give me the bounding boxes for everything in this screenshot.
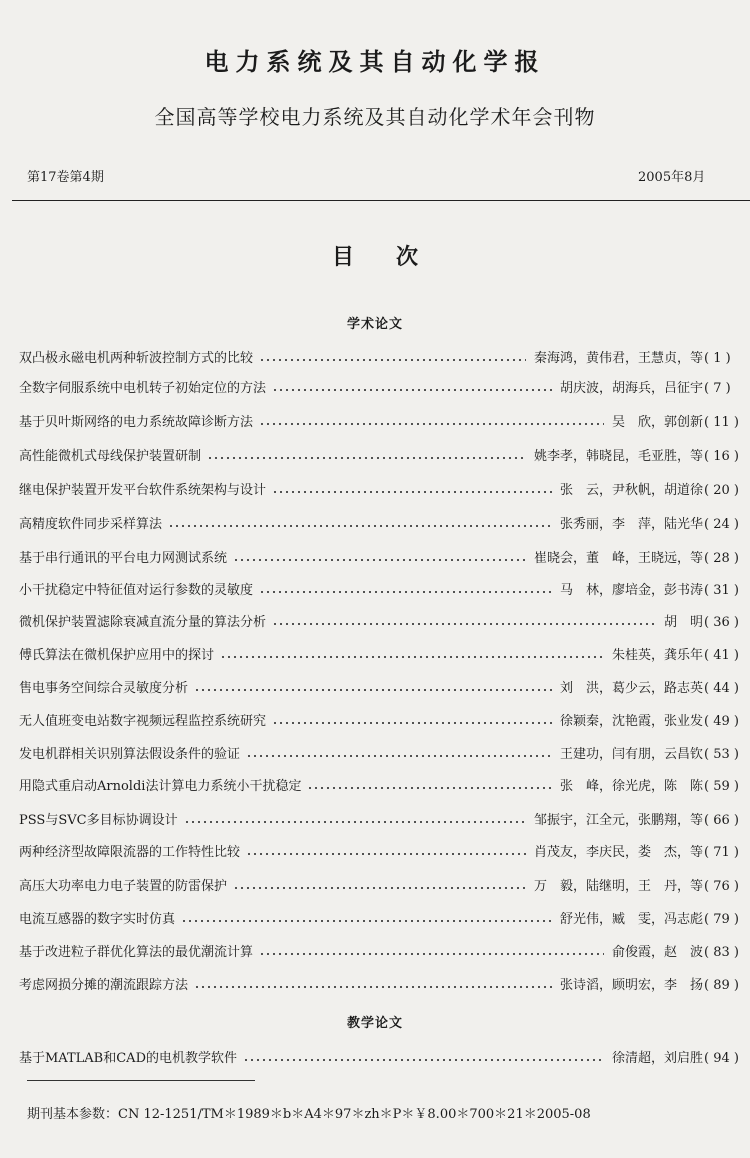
dot-leader [259, 422, 604, 426]
toc-entry [19, 578, 750, 598]
article-page: ( 49 ) [704, 714, 739, 729]
article-title: 小干扰稳定中特征值对运行参数的灵敏度 [19, 583, 254, 598]
article-title: 微机保护装置滤除衰减直流分量的算法分析 [19, 615, 267, 630]
article-page: ( 71 ) [704, 845, 739, 860]
article-authors: 胡 明 [663, 615, 703, 630]
dot-leader [233, 886, 526, 890]
article-page: ( 83 ) [704, 945, 739, 960]
article-authors: 张 云，尹秋帆，胡道徐 [559, 483, 703, 498]
dot-leader [207, 456, 526, 460]
toc-entry [19, 444, 750, 464]
article-page: ( 16 ) [704, 449, 739, 464]
article-authors: 俞俊霞，赵 波 [611, 945, 703, 960]
article-authors: 姚李孝，韩晓昆，毛亚胜，等 [533, 449, 703, 464]
article-authors: 邹振宇，江全元，张鹏翔，等 [533, 813, 703, 828]
article-title: 基于串行通讯的平台电力网测试系统 [19, 551, 228, 566]
toc-entry [19, 709, 750, 729]
article-title: 全数字伺服系统中电机转子初始定位的方法 [19, 381, 267, 396]
article-authors: 肖茂友，李庆民，娄 杰，等 [533, 845, 703, 860]
article-page: ( 44 ) [704, 681, 739, 696]
article-authors: 舒光伟，臧 雯，冯志彪 [559, 912, 703, 927]
article-authors: 王建功，闫有朋，云昌钦 [559, 747, 703, 762]
toc-entry [19, 742, 750, 762]
toc-entry [19, 874, 750, 894]
article-authors: 张秀丽，李 萍，陆光华 [559, 517, 703, 532]
dot-leader [259, 590, 552, 594]
journal-title: 电力系统及其自动化学报 [204, 48, 546, 76]
article-authors: 万 毅，陆继明，王 丹，等 [533, 879, 703, 894]
dot-leader [272, 490, 552, 494]
toc-entry [19, 973, 750, 993]
article-authors: 徐颖秦，沈艳霞，张业发 [559, 714, 703, 729]
section-heading: 教学论文 [346, 1016, 403, 1031]
dot-leader [246, 852, 526, 856]
article-title: 高性能微机式母线保护装置研制 [19, 449, 202, 464]
article-page: ( 76 ) [704, 879, 739, 894]
article-title: 继电保护装置开发平台软件系统架构与设计 [19, 483, 267, 498]
article-title: PSS与SVC多目标协调设计 [19, 813, 178, 828]
toc-title: 目次 [331, 244, 460, 270]
dot-leader [233, 558, 526, 562]
dot-leader [259, 358, 526, 362]
journal-parameters: 期刊基本参数：CN 12-1251/TM＊1989＊b＊A4＊97＊zh＊P＊￥8.00＊700＊21＊2005-08 [27, 1107, 591, 1122]
article-authors: 秦海鸿，黄伟君，王慧贞，等 [533, 351, 703, 366]
toc-entry [19, 907, 750, 927]
issue-date: 2005年8月 [638, 170, 706, 185]
article-page: ( 11 ) [704, 415, 739, 430]
dot-leader [184, 820, 526, 824]
article-page: ( 66 ) [704, 813, 739, 828]
toc-entry [19, 676, 750, 696]
footnote-rule [27, 1080, 255, 1081]
article-title: 用隐式重启动Arnoldi法计算电力系统小干扰稳定 [19, 779, 302, 794]
toc-entry [19, 610, 750, 630]
article-authors: 胡庆波，胡海兵，吕征宇 [559, 381, 703, 396]
article-title: 高精度软件同步采样算法 [19, 517, 163, 532]
article-page: ( 31 ) [704, 583, 739, 598]
toc-entry [19, 774, 750, 794]
article-page: ( 36 ) [704, 615, 739, 630]
article-page: ( 24 ) [704, 517, 739, 532]
article-title: 发电机群相关识别算法假设条件的验证 [19, 747, 241, 762]
toc-entry [19, 512, 750, 532]
dot-leader [220, 655, 604, 659]
article-page: ( 53 ) [704, 747, 739, 762]
article-page: ( 7 ) [704, 381, 731, 396]
dot-leader [194, 985, 552, 989]
article-page: ( 59 ) [704, 779, 739, 794]
article-title: 基于改进粒子群优化算法的最优潮流计算 [19, 945, 254, 960]
toc-entry [19, 808, 750, 828]
article-title: 基于贝叶斯网络的电力系统故障诊断方法 [19, 415, 254, 430]
article-page: ( 94 ) [704, 1051, 739, 1066]
article-authors: 刘 洪，葛少云，路志英 [559, 681, 703, 696]
header-rule [12, 200, 750, 201]
article-page: ( 89 ) [704, 978, 739, 993]
toc-entry [19, 940, 750, 960]
article-authors: 张诗滔，顾明宏，李 扬 [559, 978, 703, 993]
dot-leader [243, 1058, 604, 1062]
article-authors: 朱桂英，龚乐年 [611, 648, 703, 663]
journal-subtitle: 全国高等学校电力系统及其自动化学术年会刊物 [154, 105, 596, 129]
toc-entry [19, 478, 750, 498]
toc-entry [19, 376, 750, 396]
article-page: ( 20 ) [704, 483, 739, 498]
dot-leader [194, 688, 552, 692]
article-authors: 徐清超，刘启胜 [611, 1051, 703, 1066]
dot-leader [272, 622, 656, 626]
dot-leader [246, 754, 552, 758]
article-title: 无人值班变电站数字视频远程监控系统研究 [19, 714, 267, 729]
article-title: 傅氏算法在微机保护应用中的探讨 [19, 648, 215, 663]
article-authors: 马 林，廖培金，彭书涛 [559, 583, 703, 598]
toc-entry [19, 546, 750, 566]
dot-leader [272, 721, 552, 725]
article-authors: 张 峰，徐光虎，陈 陈 [559, 779, 703, 794]
article-page: ( 79 ) [704, 912, 739, 927]
toc-entry [19, 410, 750, 430]
toc-entry [19, 643, 750, 663]
article-page: ( 41 ) [704, 648, 739, 663]
dot-leader [272, 388, 552, 392]
toc-entry [19, 346, 750, 366]
article-authors: 吴 欣，郭创新 [611, 415, 703, 430]
article-title: 售电事务空间综合灵敏度分析 [19, 681, 189, 696]
article-title: 基于MATLAB和CAD的电机教学软件 [19, 1051, 237, 1066]
toc-entry [19, 840, 750, 860]
article-page: ( 28 ) [704, 551, 739, 566]
dot-leader [259, 952, 604, 956]
toc-entry [19, 1046, 750, 1066]
dot-leader [307, 786, 552, 790]
article-title: 双凸极永磁电机两种斩波控制方式的比较 [19, 351, 254, 366]
article-page: ( 1 ) [704, 351, 731, 366]
article-title: 电流互感器的数字实时仿真 [19, 912, 176, 927]
dot-leader [181, 919, 552, 923]
section-heading: 学术论文 [346, 317, 403, 332]
issue-volume: 第17卷第4期 [27, 170, 104, 185]
dot-leader [168, 524, 552, 528]
article-title: 高压大功率电力电子装置的防雷保护 [19, 879, 228, 894]
article-title: 考虑网损分摊的潮流跟踪方法 [19, 978, 189, 993]
article-title: 两种经济型故障限流器的工作特性比较 [19, 845, 241, 860]
article-authors: 崔晓会，董 峰，王晓远，等 [533, 551, 703, 566]
